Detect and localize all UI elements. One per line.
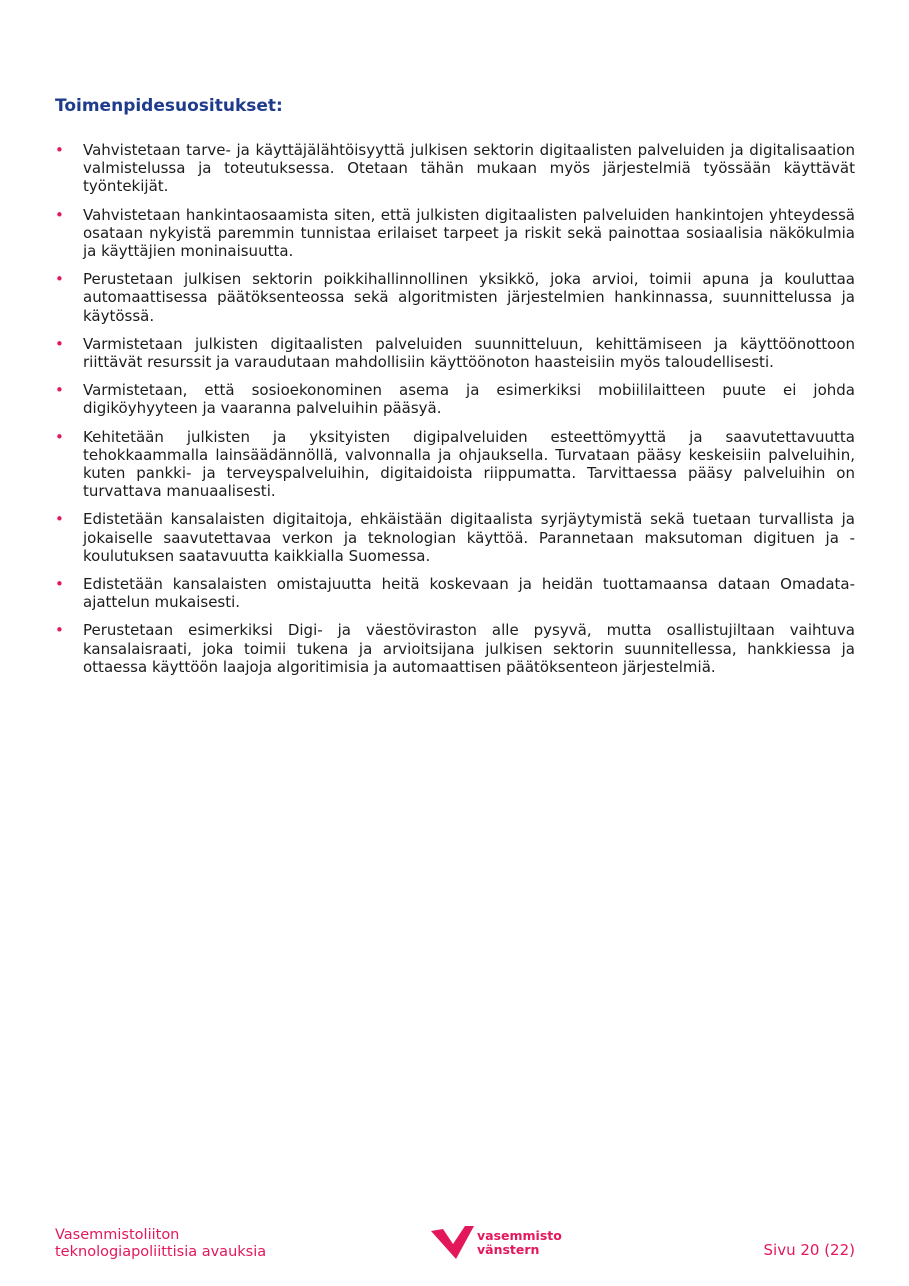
logo-text-swedish: vänstern bbox=[477, 1241, 540, 1257]
list-item bbox=[55, 575, 855, 611]
bullet-icon: • bbox=[55, 510, 64, 529]
bullet-icon: • bbox=[55, 334, 64, 353]
page-heading: Toimenpidesuositukset: bbox=[55, 96, 283, 116]
bullet-icon: • bbox=[55, 621, 64, 640]
list-item-text: Vahvistetaan tarve- ja käyttäjälähtöisyyttä julkisen sektorin digitaalisten palveluiden ja digitalisaation valmistelussa ja toteutuksessa. Otetaan tähän mukaan myös järjestelmiä työssään käyttävät työntekijät. bbox=[83, 141, 855, 196]
list-item-text: Varmistetaan julkisten digitaalisten palveluiden suunnitteluun, kehittämiseen ja käyttöönottoon riittävät resurssit ja varaudutaan mahdollisiin käyttöönoton haasteisiin myös taloudellisesti. bbox=[83, 334, 855, 372]
bullet-icon: • bbox=[55, 205, 64, 224]
list-item bbox=[55, 206, 855, 261]
bullet-icon: • bbox=[55, 141, 64, 159]
vasemmisto-logo bbox=[431, 1226, 562, 1259]
list-item-text: Kehitetään julkisten ja yksityisten digipalveluiden esteettömyyttä ja saavutettavuutta tehokkaammalla lainsäädännöllä, valvonnalla ja ohjauksella. Turvataan pääsy keskeisiin palveluihin, kuten pankki- ja terveyspalveluihin, digitaidoista riippumatta. Tarvittaessa pääsy palveluihin on turvattava manuaalisesti. bbox=[83, 427, 855, 501]
logo-wordmark bbox=[477, 1229, 562, 1257]
list-item bbox=[55, 428, 855, 501]
footer-org-line: Vasemmistoliiton bbox=[55, 1227, 180, 1243]
list-item bbox=[55, 510, 855, 565]
vasemmisto-v-logo-icon bbox=[431, 1226, 474, 1259]
page-number: Sivu 20 (22) bbox=[763, 1241, 855, 1259]
list-item bbox=[55, 381, 855, 417]
bullet-icon: • bbox=[55, 270, 64, 289]
bullet-icon: • bbox=[55, 427, 64, 446]
logo-text-finnish: vasemmisto bbox=[477, 1227, 562, 1243]
recommendation-list bbox=[55, 141, 855, 686]
list-item-text: Perustetaan esimerkiksi Digi- ja väestöviraston alle pysyvä, mutta osallistujiltaan vaihtuva kansalaisraati, joka toimii tukena ja arvioitsijana julkisen sektorin suunnitellessa, hankkiessa ja ottaessa käyttöön laajoja algoritimisia ja automaattisen päätöksenteon järjestelmiä. bbox=[83, 621, 855, 676]
list-item-text: Varmistetaan, että sosioekonominen asema ja esimerkiksi mobiililaitteen puute ei johda digiköyhyyteen ja vaaranna palveluihin pääsyä. bbox=[83, 381, 855, 418]
list-item-text: Vahvistetaan hankintaosaamista siten, että julkisten digitaalisten palveluiden hankintojen yhteydessä osataan nykyistä paremmin tunnistaa erilaiset tarpeet ja riskit sekä painottaa sosiaalisia näkökulmia ja käyttäjien moninaisuutta. bbox=[83, 205, 855, 261]
footer-subtitle-line: teknologiapoliittisia avauksia bbox=[55, 1244, 267, 1260]
list-item bbox=[55, 270, 855, 325]
list-item-text: Edistetään kansalaisten digitaitoja, ehkäistään digitaalista syrjäytymistä sekä tuetaan turvallista ja jokaiselle saavutettavaa verkon ja teknologian käyttöä. Parannetaan maksutoman digituen ja -koulutuksen saatavuutta kaikkialla Suomessa. bbox=[83, 510, 855, 565]
list-item-text: Perustetaan julkisen sektorin poikkihallinnollinen yksikkö, joka arvioi, toimii apuna ja kouluttaa automaattisessa päätöksenteossa sekä algoritmisten järjestelmien hankinnassa, suunnittelussa ja käytössä. bbox=[83, 270, 855, 325]
footer-publication-title bbox=[55, 1227, 266, 1261]
list-item bbox=[55, 335, 855, 371]
bullet-icon: • bbox=[55, 575, 64, 594]
list-item bbox=[55, 141, 855, 196]
list-item-text: Edistetään kansalaisten omistajuutta heitä koskevaan ja heidän tuottamaansa dataan Omadata-ajattelun mukaisesti. bbox=[83, 575, 855, 612]
list-item bbox=[55, 621, 855, 676]
bullet-icon: • bbox=[55, 381, 64, 400]
